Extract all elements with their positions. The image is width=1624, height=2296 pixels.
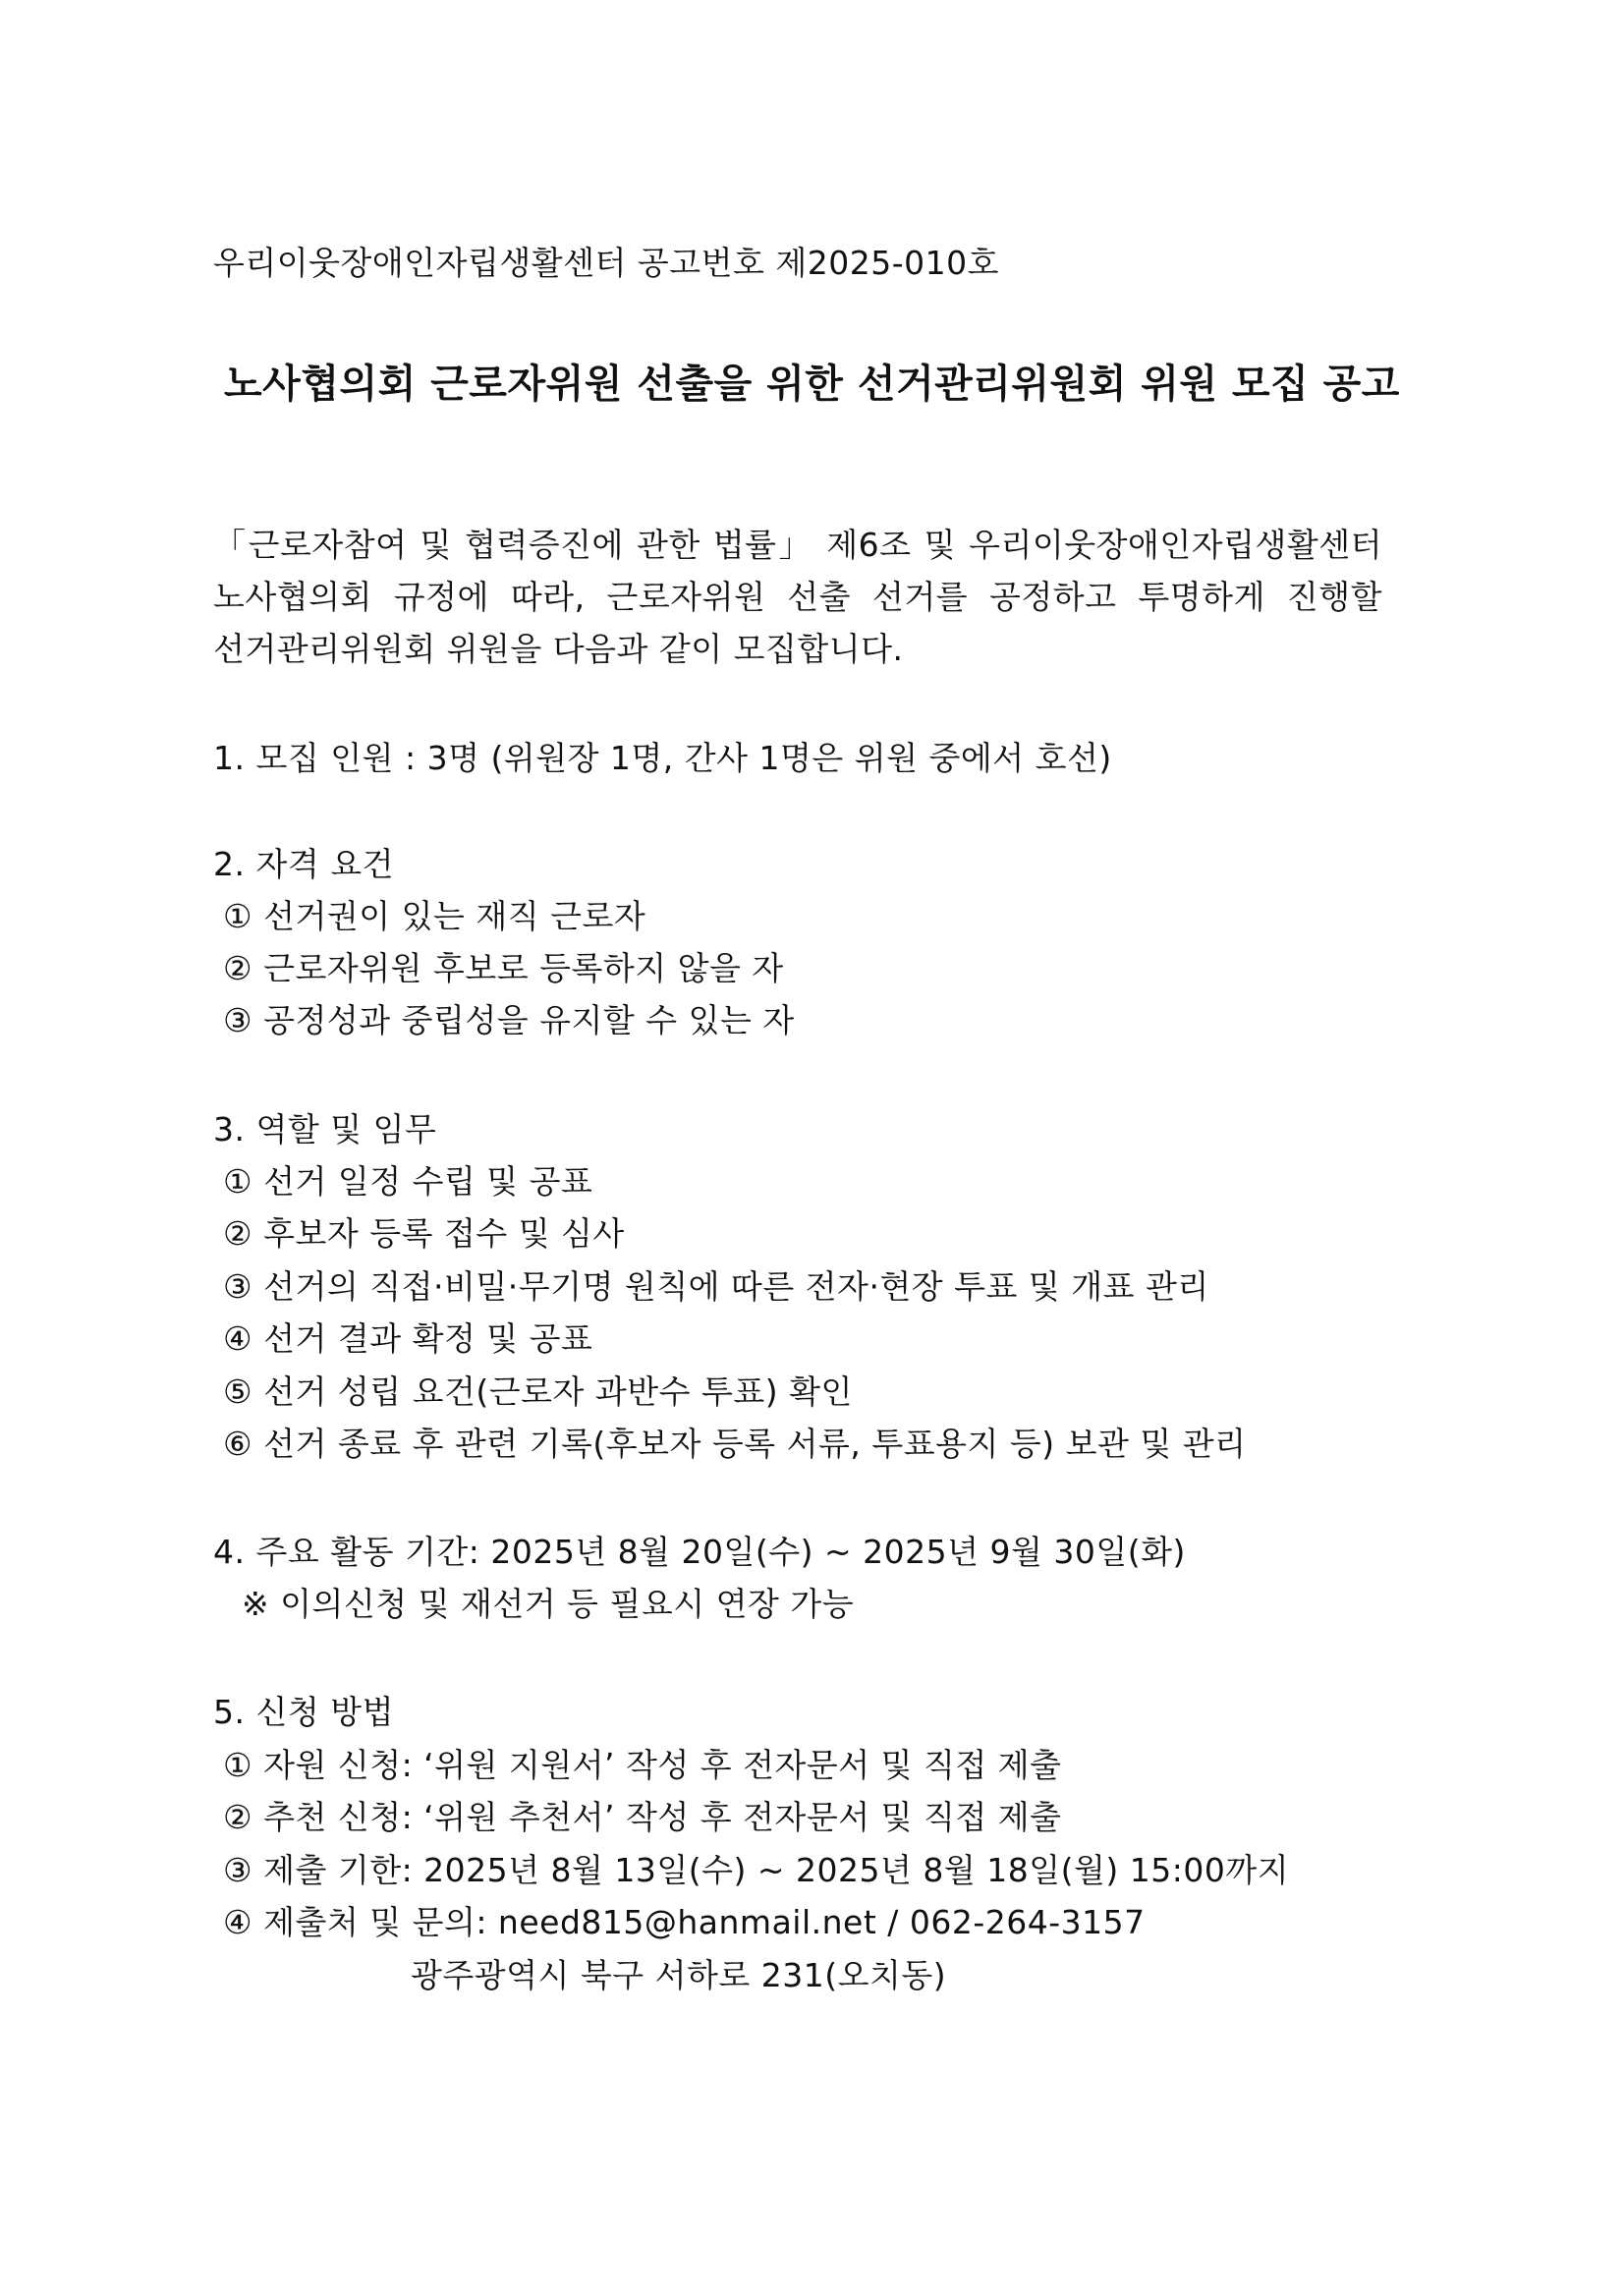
- section-3-item: ③ 선거의 직접·비밀·무기명 원칙에 따른 전자·현장 투표 및 개표 관리: [223, 1267, 1209, 1306]
- section-5-item: ② 추천 신청: ‘위원 추천서’ 작성 후 전자문서 및 직접 제출: [223, 1798, 1062, 1836]
- section-3-item: ① 선거 일정 수립 및 공표: [223, 1162, 593, 1201]
- intro-line-1: 「근로자참여 및 협력증진에 관한 법률」 제6조 및 우리이웃장애인자립생활센터: [213, 526, 1382, 564]
- section-4-note: ※ 이의신청 및 재선거 등 필요시 연장 가능: [242, 1585, 855, 1623]
- section-3-heading: 3. 역할 및 임무: [213, 1110, 437, 1148]
- section-5-item: ① 자원 신청: ‘위원 지원서’ 작성 후 전자문서 및 직접 제출: [223, 1746, 1062, 1784]
- section-2-heading: 2. 자격 요건: [213, 845, 394, 883]
- section-2-item: ① 선거권이 있는 재직 근로자: [223, 897, 646, 935]
- section-1-recruitment: 1. 모집 인원 : 3명 (위원장 1명, 간사 1명은 위원 중에서 호선): [213, 739, 1112, 777]
- intro-line-2: 노사협의회 규정에 따라, 근로자위원 선출 선거를 공정하고 투명하게 진행할: [213, 578, 1382, 616]
- section-5-heading: 5. 신청 방법: [213, 1693, 394, 1731]
- section-2-item: ② 근로자위원 후보로 등록하지 않을 자: [223, 949, 784, 987]
- section-5-item: ③ 제출 기한: 2025년 8월 13일(수) ~ 2025년 8월 18일(월) 15:00까지: [223, 1851, 1290, 1889]
- section-4-heading: 4. 주요 활동 기간: 2025년 8월 20일(수) ~ 2025년 9월 30일(화): [213, 1533, 1186, 1571]
- section-3-item: ② 후보자 등록 접수 및 심사: [223, 1214, 625, 1253]
- intro-line-3: 선거관리위원회 위원을 다음과 같이 모집합니다.: [213, 630, 904, 668]
- notice-number: 우리이웃장애인자립생활센터 공고번호 제2025-010호: [213, 244, 1000, 282]
- page-title: 노사협의회 근로자위원 선출을 위한 선거관리위원회 위원 모집 공고: [224, 362, 1400, 407]
- section-5-contact: ④ 제출처 및 문의: need815@hanmail.net / 062-264-3157: [223, 1903, 1146, 1941]
- section-3-item: ④ 선거 결과 확정 및 공표: [223, 1319, 593, 1358]
- section-5-address: 광주광역시 북구 서하로 231(오치동): [411, 1956, 947, 1994]
- section-2-item: ③ 공정성과 중립성을 유지할 수 있는 자: [223, 1001, 795, 1039]
- section-3-item: ⑤ 선거 성립 요건(근로자 과반수 투표) 확인: [223, 1372, 853, 1411]
- section-3-item: ⑥ 선거 종료 후 관련 기록(후보자 등록 서류, 투표용지 등) 보관 및 관리: [223, 1425, 1247, 1463]
